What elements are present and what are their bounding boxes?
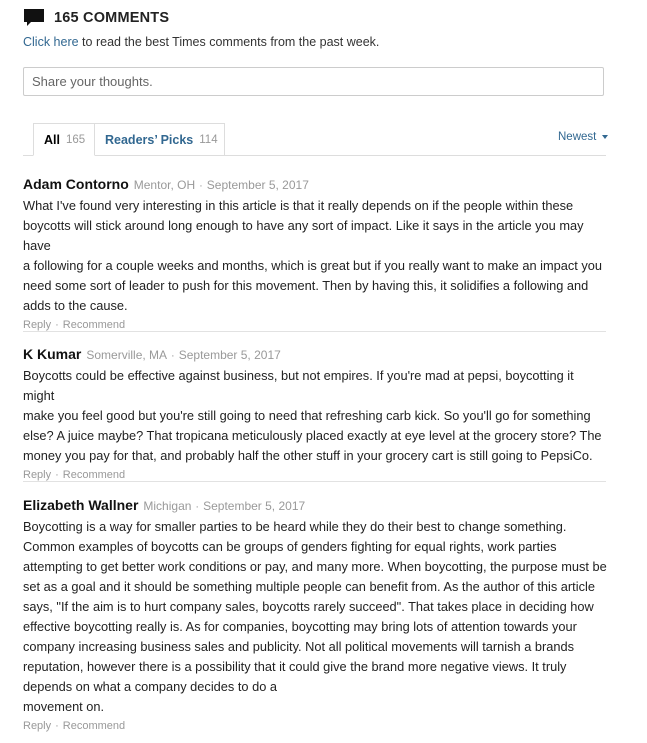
comment-line: else? A juice maybe? That tropicana meticulously placed exactly at eye level at the grocery store? The bbox=[23, 428, 602, 443]
comment-line: money you pay for that, and probably half the other stuff in your grocery cart is still going to PepsiCo. bbox=[23, 448, 593, 463]
comment-line: says, "If the aim is to hurt company sales, boycotts rarely succeed". That takes place in deciding how bbox=[23, 599, 594, 614]
comment-actions bbox=[23, 318, 608, 332]
comment-line: What I've found very interesting in this article is that it really depends on if the people within these bbox=[23, 198, 574, 213]
comments-header bbox=[24, 8, 169, 28]
comment-location: Michigan bbox=[143, 499, 192, 513]
comment-author[interactable]: K Kumar bbox=[23, 346, 82, 362]
share-thoughts-input[interactable] bbox=[23, 67, 604, 96]
recommend-link[interactable]: Recommend bbox=[62, 469, 126, 481]
comment-line: need some sort of leader to push for this movement. Then by having this, it solidifies a following and bbox=[23, 278, 589, 293]
comment-line: Boycotting is a way for smaller parties to be heard while they do their best to change something. bbox=[23, 519, 567, 534]
action-separator: · bbox=[55, 720, 59, 732]
comment-line: reputation, however there is a possibility that it could give the brand more negative views. It truly bbox=[23, 659, 567, 674]
comment-item bbox=[23, 175, 608, 332]
recommend-link[interactable]: Recommend bbox=[62, 319, 126, 331]
comment-line: boycotts will stick around long enough to have any sort of impact. Like it says in the article you may have bbox=[23, 218, 584, 253]
tab-readers-picks-count: 114 bbox=[199, 133, 218, 146]
comment-item bbox=[23, 345, 608, 482]
action-separator: · bbox=[55, 469, 59, 481]
comment-location: Somerville, MA bbox=[86, 348, 168, 362]
tab-all[interactable] bbox=[33, 123, 95, 156]
comment-meta bbox=[23, 175, 608, 195]
comment-line: depends on what a company decides to do a bbox=[23, 679, 277, 694]
meta-separator: · bbox=[195, 501, 200, 513]
meta-separator: · bbox=[199, 180, 203, 192]
tab-readers-picks[interactable] bbox=[94, 123, 225, 155]
comment-line: effective boycotting really is. As for companies, boycotting may bring lots of attention towards your bbox=[23, 619, 577, 634]
comment-body bbox=[23, 366, 608, 466]
comment-actions bbox=[23, 719, 608, 733]
comment-line: Boycotts could be effective against business, but not empires. If you're mad at pepsi, boycotting it might bbox=[23, 368, 574, 403]
caret-down-icon bbox=[602, 135, 608, 139]
reply-link[interactable]: Reply bbox=[23, 469, 52, 481]
comment-item bbox=[23, 496, 608, 733]
sort-label: Newest bbox=[558, 131, 597, 143]
meta-separator: · bbox=[171, 350, 175, 362]
reply-link[interactable]: Reply bbox=[23, 319, 52, 331]
comment-meta bbox=[23, 496, 608, 516]
tab-readers-picks-label: Readers’ Picks bbox=[105, 132, 194, 147]
comment-line: a following for a couple weeks and months, which is great but if you really want to make an impact you bbox=[23, 258, 603, 273]
reply-link[interactable]: Reply bbox=[23, 720, 52, 732]
comment-line: attempting to get better work conditions or pay, and many more. When boycotting, the purpose must be bbox=[23, 559, 607, 574]
click-here-link[interactable]: Click here bbox=[23, 35, 79, 49]
comment-divider bbox=[23, 331, 606, 332]
action-separator: · bbox=[55, 319, 59, 331]
recommend-link[interactable]: Recommend bbox=[62, 720, 126, 732]
comment-author[interactable]: Elizabeth Wallner bbox=[23, 497, 139, 513]
comment-date: September 5, 2017 bbox=[206, 178, 309, 192]
comment-date: September 5, 2017 bbox=[203, 499, 306, 513]
speech-bubble-icon bbox=[24, 9, 44, 27]
tab-all-label: All bbox=[44, 132, 60, 147]
best-comments-text: to read the best Times comments from the past week. bbox=[78, 35, 380, 49]
comment-line: make you feel good but you're still going to need that refreshing carb kick. So you'll go for something bbox=[23, 408, 591, 423]
tabs-divider bbox=[23, 155, 606, 156]
comment-author[interactable]: Adam Contorno bbox=[23, 176, 129, 192]
comment-line: set as a goal and it should be something multiple people can benefit from. As the author of this article bbox=[23, 579, 595, 594]
comment-date: September 5, 2017 bbox=[178, 348, 281, 362]
comment-location: Mentor, OH bbox=[133, 178, 196, 192]
comment-line: Common examples of boycotts can be groups of genders fighting for equal rights, work parties bbox=[23, 539, 557, 554]
comment-line: company increasing business sales and publicity. Not all political movements will tarnish a brands bbox=[23, 639, 575, 654]
comment-line: movement on. bbox=[23, 699, 105, 714]
comments-count-title: 165 COMMENTS bbox=[54, 10, 170, 26]
tab-all-count: 165 bbox=[65, 133, 86, 146]
comment-line: adds to the cause. bbox=[23, 298, 128, 313]
comment-meta bbox=[23, 345, 608, 365]
comment-divider bbox=[23, 481, 606, 482]
best-comments-line bbox=[23, 35, 379, 49]
comment-body bbox=[23, 196, 608, 316]
sort-dropdown[interactable] bbox=[558, 131, 608, 143]
comment-body bbox=[23, 517, 608, 717]
comment-actions bbox=[23, 468, 608, 482]
